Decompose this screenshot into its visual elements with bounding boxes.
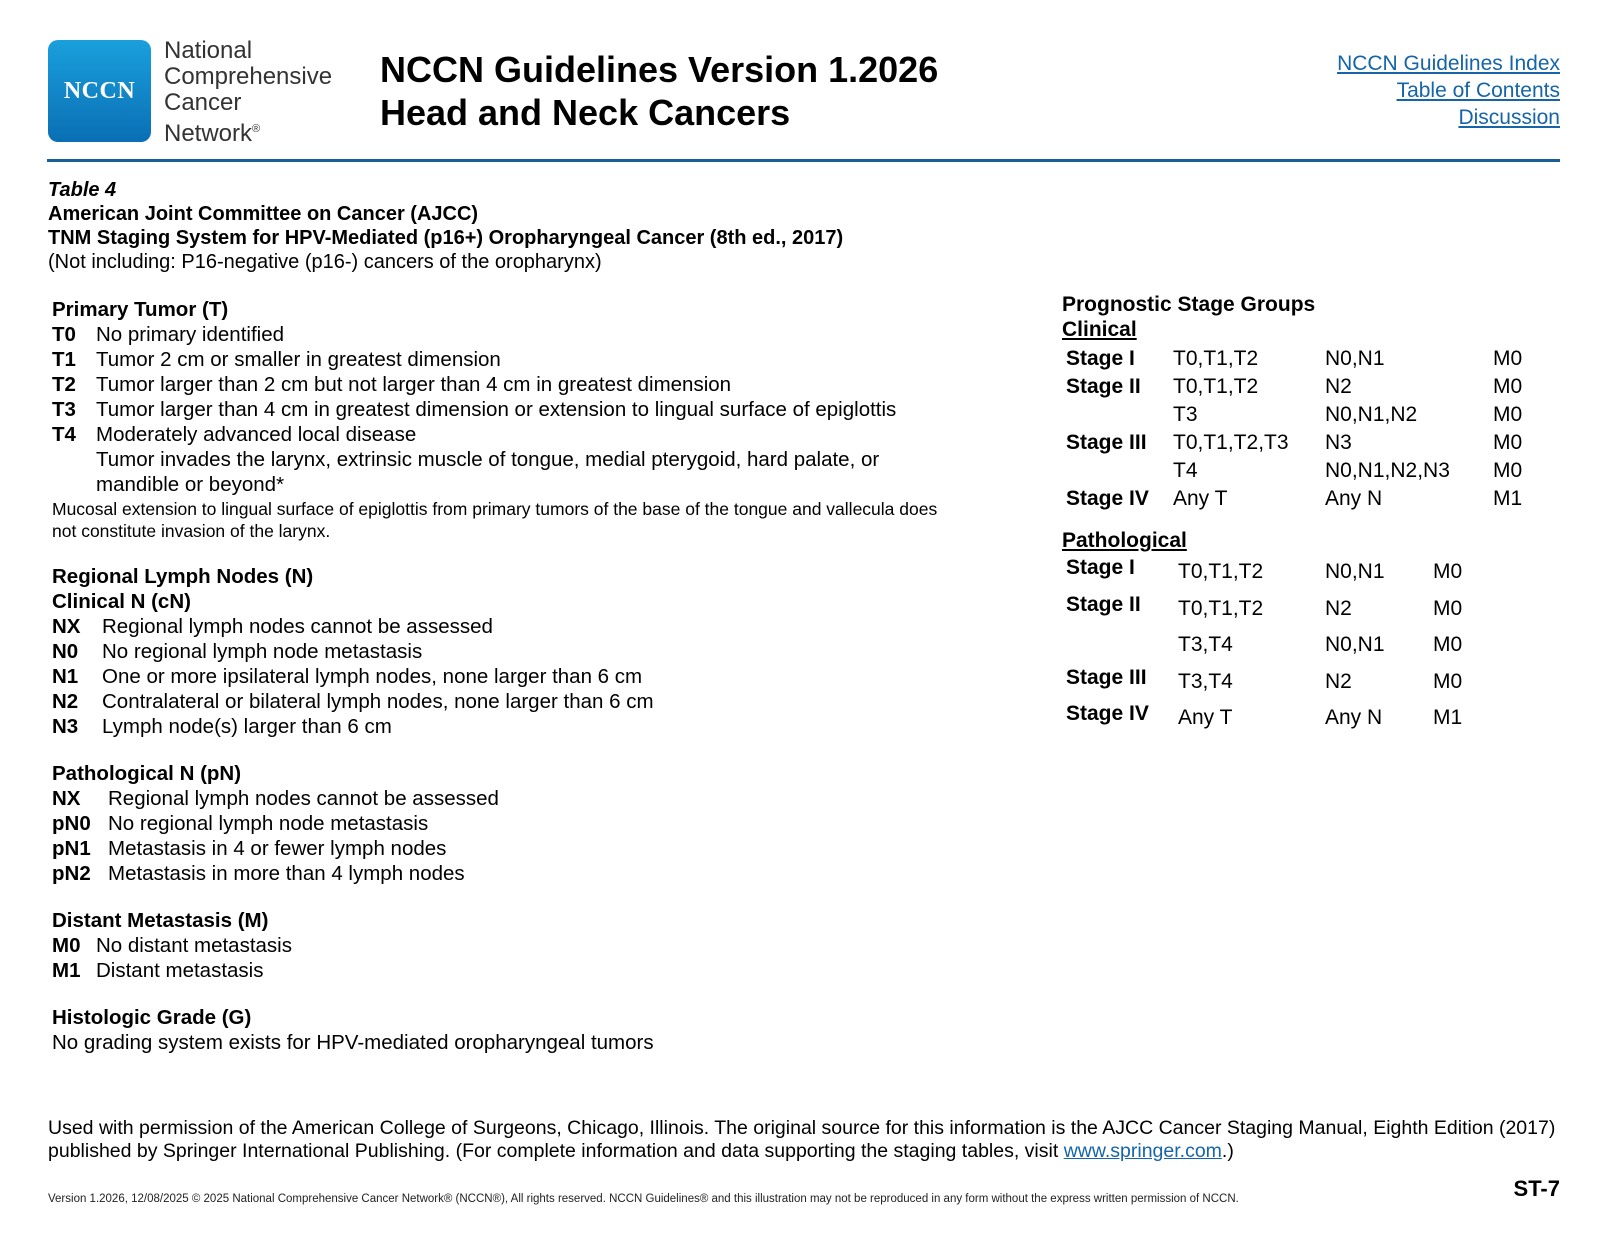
logo-line: National	[164, 37, 253, 64]
t-cell: T0,T1,T2	[1178, 596, 1264, 620]
pathological-stage-table	[1066, 555, 1462, 738]
list-item	[52, 372, 1012, 397]
item-text: Contralateral or bilateral lymph nodes, none larger than 6 cm	[102, 690, 654, 713]
title-line-2: Head and Neck Cancers	[380, 92, 791, 133]
table-title-line-2: TNM Staging System for HPV-Mediated (p16+) Oropharyngeal Cancer (8th ed., 2017)	[48, 227, 844, 249]
t-cell: T3,T4	[1178, 669, 1233, 693]
stage-cell: Stage IV	[1066, 702, 1149, 725]
header-divider	[47, 159, 1560, 162]
permission-notice	[48, 1117, 1568, 1163]
t4-detail: Tumor invades the larynx, extrinsic muscle of tongue, medial pterygoid, hard palate, or mandible or beyond*	[96, 448, 880, 496]
t-cell: T0,T1,T2	[1178, 560, 1264, 583]
regional-nodes-title: Regional Lymph Nodes (N)	[52, 565, 314, 588]
m-cell: M0	[1433, 560, 1463, 583]
stage-cell: Stage II	[1066, 592, 1141, 616]
list-item	[52, 811, 1012, 836]
logo-line-network: Network	[164, 120, 253, 147]
table-row	[1066, 628, 1462, 665]
registered-mark: ®	[252, 123, 261, 135]
m-cell: M0	[1493, 431, 1523, 454]
nccn-logo	[48, 40, 151, 142]
logo-wordmark	[164, 38, 332, 147]
t-cell: T3	[1173, 403, 1198, 426]
clinical-stage-table	[1066, 346, 1522, 514]
table-heading	[48, 178, 843, 274]
link-guidelines-index[interactable]: NCCN Guidelines Index	[1337, 52, 1560, 75]
page-number: ST-7	[1513, 1176, 1560, 1201]
n-cell: Any N	[1325, 487, 1383, 510]
item-text: Tumor 2 cm or smaller in greatest dimension	[96, 348, 501, 371]
list-item	[52, 861, 1012, 886]
link-table-of-contents[interactable]: Table of Contents	[1396, 79, 1560, 102]
logo-line	[164, 116, 332, 147]
m-cell: M0	[1433, 669, 1463, 693]
permission-end: .)	[1221, 1140, 1234, 1162]
m-cell: M0	[1433, 633, 1463, 656]
clinical-subheading: Clinical	[1062, 318, 1137, 341]
pathological-subheading: Pathological	[1062, 529, 1187, 552]
item-text: Regional lymph nodes cannot be assessed	[102, 615, 493, 638]
stage-cell	[1066, 628, 1178, 665]
table-row	[1066, 701, 1462, 738]
stage-cell: Stage III	[1066, 431, 1147, 454]
list-item	[52, 397, 1012, 422]
table-subtitle: (Not including: P16-negative (p16-) cancers of the oropharynx)	[48, 251, 602, 273]
item-text: Moderately advanced local disease	[96, 423, 417, 446]
version-copyright: Version 1.2026, 12/08/2025 © 2025 National Comprehensive Cancer Network® (NCCN®), All rights reserved. NCCN Guidelines® and this illustration may not be reproduced in any form without the express written permission of NCCN.	[48, 1193, 1239, 1205]
m-cell: M0	[1493, 459, 1523, 482]
prognostic-title: Prognostic Stage Groups	[1062, 293, 1316, 316]
t-cell: T0,T1,T2,T3	[1173, 431, 1289, 454]
pathological-n-title: Pathological N (pN)	[52, 762, 242, 785]
item-text: No regional lymph node metastasis	[102, 640, 423, 663]
stage-cell	[1066, 402, 1173, 430]
item-code: NX	[52, 615, 81, 638]
stage-cell: Stage I	[1066, 347, 1135, 370]
header-links	[1337, 50, 1560, 131]
list-item	[52, 664, 1012, 689]
m-cell: M0	[1493, 375, 1523, 398]
list-item	[52, 347, 1012, 372]
item-text: Metastasis in 4 or fewer lymph nodes	[108, 837, 447, 860]
table-row	[1066, 430, 1522, 458]
permission-text: Used with permission of the American College of Surgeons, Chicago, Illinois. The original source for this information is the AJCC Cancer Staging Manual, Eighth Edition (2017) published by Springer International Publishing. (For complete information and data supporting the staging tables, visit	[48, 1117, 1556, 1162]
item-text: No primary identified	[96, 323, 284, 346]
list-item	[52, 614, 1012, 639]
link-discussion[interactable]: Discussion	[1458, 106, 1560, 129]
item-text: One or more ipsilateral lymph nodes, none larger than 6 cm	[102, 665, 643, 688]
table-row	[1066, 402, 1522, 430]
primary-tumor-footnote: Mucosal extension to lingual surface of epiglottis from primary tumors of the base of the tongue and vallecula does not constitute invasion of the larynx.	[52, 499, 938, 541]
item-code: M0	[52, 934, 81, 957]
table-row	[1066, 374, 1522, 402]
m-cell: M0	[1433, 596, 1463, 620]
table-title-line-1: American Joint Committee on Cancer (AJCC)	[48, 203, 479, 225]
stage-cell: Stage III	[1066, 665, 1147, 689]
logo-line: Cancer	[164, 89, 242, 116]
item-text: No regional lymph node metastasis	[108, 812, 429, 835]
tnm-definitions	[52, 297, 1012, 1055]
table-row	[1066, 486, 1522, 514]
list-item	[52, 447, 1012, 497]
n-cell: N2	[1325, 669, 1352, 693]
item-code: T4	[52, 423, 76, 446]
item-text: Regional lymph nodes cannot be assessed	[108, 787, 499, 810]
distant-metastasis-title: Distant Metastasis (M)	[52, 909, 269, 932]
n-cell: N0,N1,N2	[1325, 403, 1418, 426]
histologic-grade-text: No grading system exists for HPV-mediated oropharyngeal tumors	[52, 1031, 654, 1054]
t-cell: T0,T1,T2	[1173, 375, 1259, 398]
item-code: T0	[52, 323, 76, 346]
item-text: Tumor larger than 2 cm but not larger than 4 cm in greatest dimension	[96, 373, 732, 396]
item-text: Lymph node(s) larger than 6 cm	[102, 715, 392, 738]
stage-cell: Stage II	[1066, 375, 1141, 398]
item-code: T1	[52, 348, 76, 371]
table-label: Table 4	[48, 179, 117, 201]
list-item	[52, 836, 1012, 861]
item-code: pN0	[52, 812, 91, 835]
table-row	[1066, 665, 1462, 702]
list-item	[52, 958, 1012, 983]
table-row	[1066, 346, 1522, 374]
n-cell: N0,N1	[1325, 633, 1385, 656]
stage-cell: Stage IV	[1066, 487, 1149, 510]
t-cell: T4	[1173, 459, 1198, 482]
item-code: NX	[52, 787, 81, 810]
item-code: N0	[52, 640, 79, 663]
list-item	[52, 786, 1012, 811]
item-code: pN2	[52, 862, 91, 885]
item-code: pN1	[52, 837, 91, 860]
list-item	[52, 422, 1012, 447]
stage-cell	[1066, 458, 1173, 486]
item-text: No distant metastasis	[96, 934, 292, 957]
histologic-grade-title: Histologic Grade (G)	[52, 1006, 252, 1029]
stage-cell: Stage I	[1066, 556, 1135, 579]
logo-line: Comprehensive	[164, 63, 333, 90]
page-title	[380, 48, 938, 134]
t-cell: Any T	[1178, 706, 1233, 729]
list-item	[52, 689, 1012, 714]
item-code: T3	[52, 398, 76, 421]
item-text: Metastasis in more than 4 lymph nodes	[108, 862, 465, 885]
table-row	[1066, 592, 1462, 629]
item-code: N3	[52, 715, 79, 738]
n-cell: Any N	[1325, 706, 1383, 729]
m-cell: M1	[1433, 706, 1463, 729]
m-cell: M1	[1493, 487, 1523, 510]
item-text: Distant metastasis	[96, 959, 264, 982]
prognostic-stage-groups	[1062, 292, 1522, 738]
n-cell: N0,N1	[1325, 560, 1385, 583]
t-cell: T0,T1,T2	[1173, 347, 1259, 370]
table-row	[1066, 458, 1522, 486]
n-cell: N2	[1325, 596, 1352, 620]
list-item	[52, 639, 1012, 664]
list-item	[52, 322, 1012, 347]
n-cell: N2	[1325, 375, 1352, 398]
item-code: N2	[52, 690, 79, 713]
n-cell: N0,N1,N2,N3	[1325, 459, 1450, 482]
primary-tumor-title: Primary Tumor (T)	[52, 298, 229, 321]
list-item	[52, 933, 1012, 958]
m-cell: M0	[1493, 403, 1523, 426]
list-item	[52, 714, 1012, 739]
item-code: N1	[52, 665, 79, 688]
title-line-1: NCCN Guidelines Version 1.2026	[380, 49, 939, 90]
clinical-n-title: Clinical N (cN)	[52, 590, 191, 613]
logo-abbrev: NCCN	[63, 77, 136, 104]
t-cell: T3,T4	[1178, 633, 1233, 656]
item-code: M1	[52, 959, 81, 982]
m-cell: M0	[1493, 347, 1523, 370]
item-text: Tumor larger than 4 cm in greatest dimension or extension to lingual surface of epiglottis	[96, 398, 897, 421]
n-cell: N0,N1	[1325, 347, 1385, 370]
n-cell: N3	[1325, 431, 1352, 454]
springer-link[interactable]: www.springer.com	[1063, 1140, 1222, 1162]
table-row	[1066, 555, 1462, 592]
t-cell: Any T	[1173, 487, 1228, 510]
item-code: T2	[52, 373, 76, 396]
